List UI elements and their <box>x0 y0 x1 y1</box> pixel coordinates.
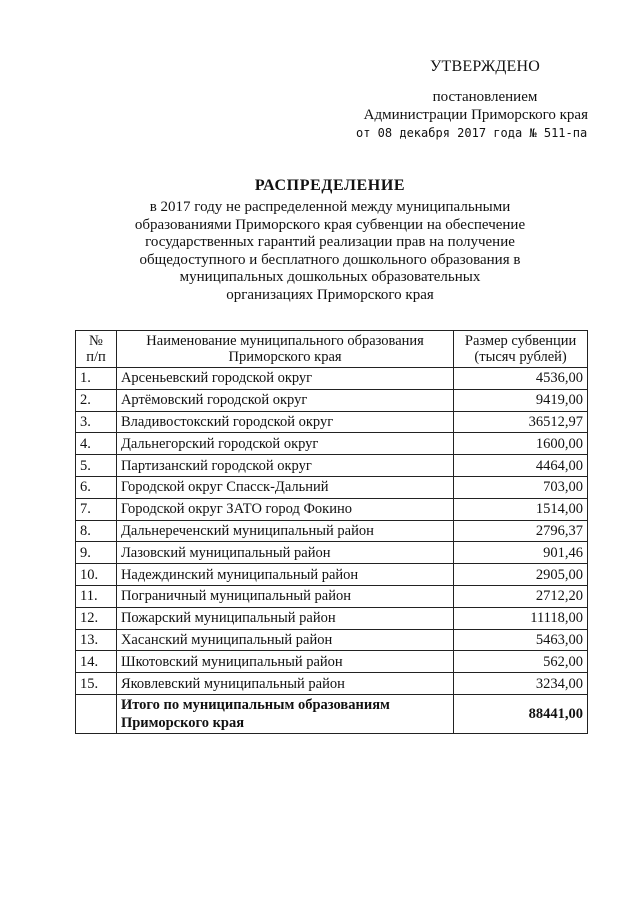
table-row <box>76 433 588 455</box>
header-municipality <box>116 331 453 368</box>
table-total-row <box>76 694 588 733</box>
subtitle-line: организациях Приморского края <box>226 286 434 303</box>
table-row <box>76 607 588 629</box>
table-row <box>76 455 588 477</box>
row-number: 10. <box>76 564 117 586</box>
table-row <box>76 520 588 542</box>
subvention-amount: 5463,00 <box>454 629 588 651</box>
municipality-name: Яковлевский муниципальный район <box>116 673 453 695</box>
municipality-name: Дальнереченский муниципальный район <box>116 520 453 542</box>
header-number-line: № <box>89 333 103 349</box>
table-row <box>76 498 588 520</box>
subvention-amount: 4536,00 <box>454 368 588 390</box>
table-row <box>76 651 588 673</box>
subvention-amount: 2905,00 <box>454 564 588 586</box>
municipality-name: Пожарский муниципальный район <box>116 607 453 629</box>
header-municipality-line: Наименование муниципального образования <box>146 333 424 349</box>
municipality-name: Лазовский муниципальный район <box>116 542 453 564</box>
municipality-name: Партизанский городской округ <box>116 455 453 477</box>
header-number <box>76 331 117 368</box>
subvention-amount: 4464,00 <box>454 455 588 477</box>
approval-line-administration: Администрации Приморского края <box>363 107 588 123</box>
table-row <box>76 368 588 390</box>
municipality-name: Пограничный муниципальный район <box>116 585 453 607</box>
table-row <box>76 564 588 586</box>
subtitle-line: общедоступного и бесплатного дошкольного образования в <box>139 251 521 268</box>
row-number: 1. <box>76 368 117 390</box>
municipality-name: Городской округ Спасск-Дальний <box>116 476 453 498</box>
header-amount-line: Размер субвенции <box>464 333 577 349</box>
municipality-name: Хасанский муниципальный район <box>116 629 453 651</box>
subvention-amount: 1514,00 <box>454 498 588 520</box>
document-subtitle <box>60 199 600 304</box>
total-label <box>116 694 453 733</box>
subvention-amount: 11118,00 <box>454 607 588 629</box>
municipality-name: Дальнегорский городской округ <box>116 433 453 455</box>
table-header-row <box>76 331 588 368</box>
subtitle-line: муниципальных дошкольных образовательных <box>179 269 481 285</box>
municipality-name: Арсеньевский городской округ <box>116 368 453 390</box>
row-number: 5. <box>76 455 117 477</box>
row-number: 2. <box>76 389 117 411</box>
subvention-amount: 2796,37 <box>454 520 588 542</box>
approval-date-number-stamp: от 08 декабря 2017 года № 511-па <box>356 126 588 140</box>
table-row <box>76 411 588 433</box>
municipality-name: Шкотовский муниципальный район <box>116 651 453 673</box>
row-number: 7. <box>76 498 117 520</box>
row-number: 13. <box>76 629 117 651</box>
subtitle-line: государственных гарантий реализации прав на получение <box>145 234 515 250</box>
table-row <box>76 585 588 607</box>
header-subvention-amount <box>454 331 588 368</box>
table-row <box>76 389 588 411</box>
row-number: 6. <box>76 476 117 498</box>
subvention-amount: 3234,00 <box>454 673 588 695</box>
row-number: 15. <box>76 673 117 695</box>
approval-title: УТВЕРЖДЕНО <box>429 58 540 75</box>
header-municipality-line: Приморского края <box>228 349 342 365</box>
table-row <box>76 542 588 564</box>
header-number-line: п/п <box>86 349 106 365</box>
row-number: 3. <box>76 411 117 433</box>
municipality-name: Владивостокский городской округ <box>116 411 453 433</box>
total-empty-cell <box>76 694 117 733</box>
row-number: 8. <box>76 520 117 542</box>
subvention-amount: 703,00 <box>454 476 588 498</box>
municipality-name: Надеждинский муниципальный район <box>116 564 453 586</box>
subvention-amount: 9419,00 <box>454 389 588 411</box>
table-row <box>76 476 588 498</box>
document-title: РАСПРЕДЕЛЕНИЕ <box>254 177 406 194</box>
row-number: 11. <box>76 585 117 607</box>
approval-block <box>340 58 600 142</box>
table-row <box>76 673 588 695</box>
approval-line-resolution: постановлением <box>432 89 538 105</box>
subvention-amount: 1600,00 <box>454 433 588 455</box>
row-number: 12. <box>76 607 117 629</box>
total-amount: 88441,00 <box>454 694 588 733</box>
distribution-table <box>75 330 588 734</box>
row-number: 14. <box>76 651 117 673</box>
subvention-amount: 901,46 <box>454 542 588 564</box>
row-number: 9. <box>76 542 117 564</box>
subtitle-line: образованиями Приморского края субвенции на обеспечение <box>134 216 526 233</box>
subvention-amount: 562,00 <box>454 651 588 673</box>
row-number: 4. <box>76 433 117 455</box>
table-row <box>76 629 588 651</box>
municipality-name: Городской округ ЗАТО город Фокино <box>116 498 453 520</box>
subvention-amount: 2712,20 <box>454 585 588 607</box>
subtitle-line: в 2017 году не распределенной между муниципальными <box>149 199 511 215</box>
total-label-line: Итого по муниципальным образованиям <box>120 696 390 713</box>
document-heading <box>60 176 600 304</box>
subvention-amount: 36512,97 <box>454 411 588 433</box>
municipality-name: Артёмовский городской округ <box>116 389 453 411</box>
header-amount-line: (тысяч рублей) <box>474 349 567 365</box>
total-label-line: Приморского края <box>120 714 245 731</box>
